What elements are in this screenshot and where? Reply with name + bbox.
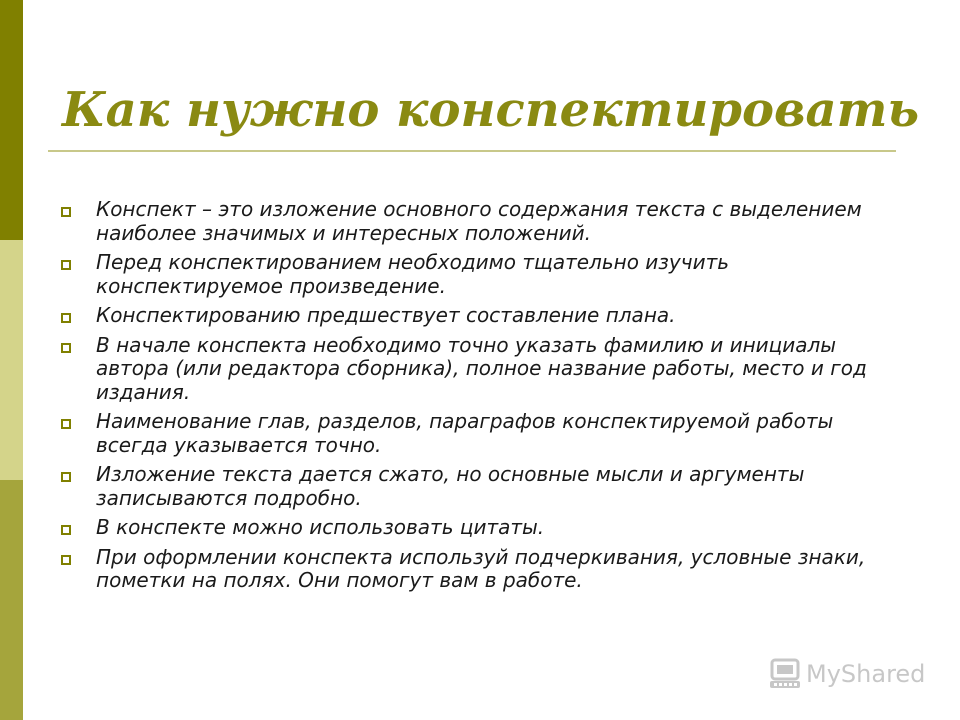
- bullet-item: [60, 410, 900, 457]
- bullet-text: В начале конспекта необходимо точно указать фамилию и инициалы автора (или редактора сборника), полное название работы, место и год издания.: [96, 332, 867, 404]
- bullet-text: Изложение текста дается сжато, но основные мысли и аргументы записываются подробно.: [96, 462, 805, 510]
- bullet-list: [60, 198, 900, 599]
- bullet-text: В конспекте можно использовать цитаты.: [96, 515, 545, 539]
- watermark-text: MyShared: [806, 660, 926, 688]
- square-bullet-icon: [61, 207, 71, 217]
- bullet-text: При оформлении конспекта используй подчеркивания, условные знаки, пометки на полях. Они помогут вам в работе.: [96, 544, 866, 592]
- myshared-logo-icon: [768, 657, 802, 691]
- square-bullet-icon: [61, 260, 71, 270]
- side-bar-middle: [0, 240, 23, 480]
- bullet-item: [60, 334, 900, 405]
- side-bar-top: [0, 0, 23, 240]
- bullet-text: Перед конспектированием необходимо тщательно изучить конспектируемое произведение.: [96, 250, 730, 298]
- side-bar-bottom: [0, 480, 23, 720]
- bullet-item: [60, 516, 900, 540]
- bullet-item: [60, 463, 900, 510]
- bullet-item: [60, 198, 900, 245]
- square-bullet-icon: [61, 343, 71, 353]
- slide-title: Как нужно конспектировать: [62, 82, 920, 138]
- bullet-item: [60, 251, 900, 298]
- bullet-item: [60, 546, 900, 593]
- square-bullet-icon: [61, 525, 71, 535]
- title-divider: [48, 150, 896, 152]
- square-bullet-icon: [61, 313, 71, 323]
- square-bullet-icon: [61, 419, 71, 429]
- bullet-text: Конспект – это изложение основного содержания текста с выделением наиболее значимых и интересных положений.: [96, 197, 862, 245]
- square-bullet-icon: [61, 472, 71, 482]
- myshared-watermark: [768, 656, 925, 692]
- square-bullet-icon: [61, 555, 71, 565]
- bullet-item: [60, 304, 900, 328]
- bullet-text: Наименование глав, разделов, параграфов конспектируемой работы всегда указывается точно.: [96, 409, 834, 457]
- bullet-text: Конспектированию предшествует составление плана.: [96, 303, 676, 327]
